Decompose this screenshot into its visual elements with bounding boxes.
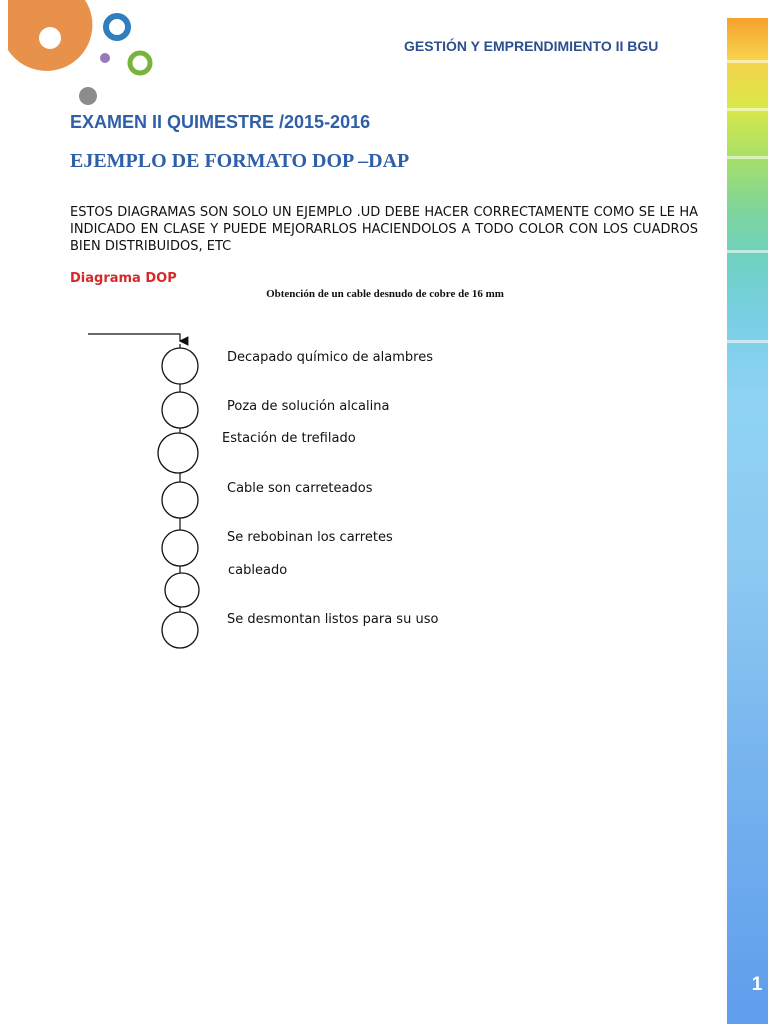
step-circles [158, 348, 199, 648]
step-label-4: Cable son carreteados [227, 481, 373, 496]
step-label-2: Poza de solución alcalina [227, 399, 390, 414]
step-label-1: Decapado químico de alambres [227, 350, 433, 365]
exam-title: EXAMEN II QUIMESTRE /2015-2016 [70, 112, 371, 132]
operation-circle-1 [162, 348, 198, 384]
format-title: EJEMPLO DE FORMATO DOP –DAP [70, 150, 410, 172]
step-label-6: cableado [228, 563, 288, 578]
header-title: GESTIÓN Y EMPRENDIMIENTO II BGU [404, 38, 659, 54]
intro-paragraph: ESTOS DIAGRAMAS SON SOLO UN EJEMPLO .UD DEBE HACER CORRECTAMENTE COMO SE LE HA INDICADO EN CLASE Y PUEDE MEJORARLOS HACIENDOLOS A TODO COLOR CON LOS CUADROS BIEN DISTRIBUIDOS, ETC [70, 205, 698, 254]
operation-circle-7 [162, 612, 198, 648]
operation-circle-5 [162, 530, 198, 566]
operation-circle-6 [165, 573, 199, 607]
operation-circle-3 [158, 433, 198, 473]
entry-arrow [88, 334, 180, 341]
operation-circle-2 [162, 392, 198, 428]
diagram-title: Obtención de un cable desnudo de cobre de 16 mm [266, 288, 504, 300]
page-number: 1 [751, 974, 763, 995]
step-label-3: Estación de trefilado [222, 431, 356, 446]
step-label-5: Se rebobinan los carretes [227, 530, 393, 545]
operation-circle-4 [162, 482, 198, 518]
section-label: Diagrama DOP [70, 271, 177, 286]
step-label-7: Se desmontan listos para su uso [227, 612, 439, 627]
